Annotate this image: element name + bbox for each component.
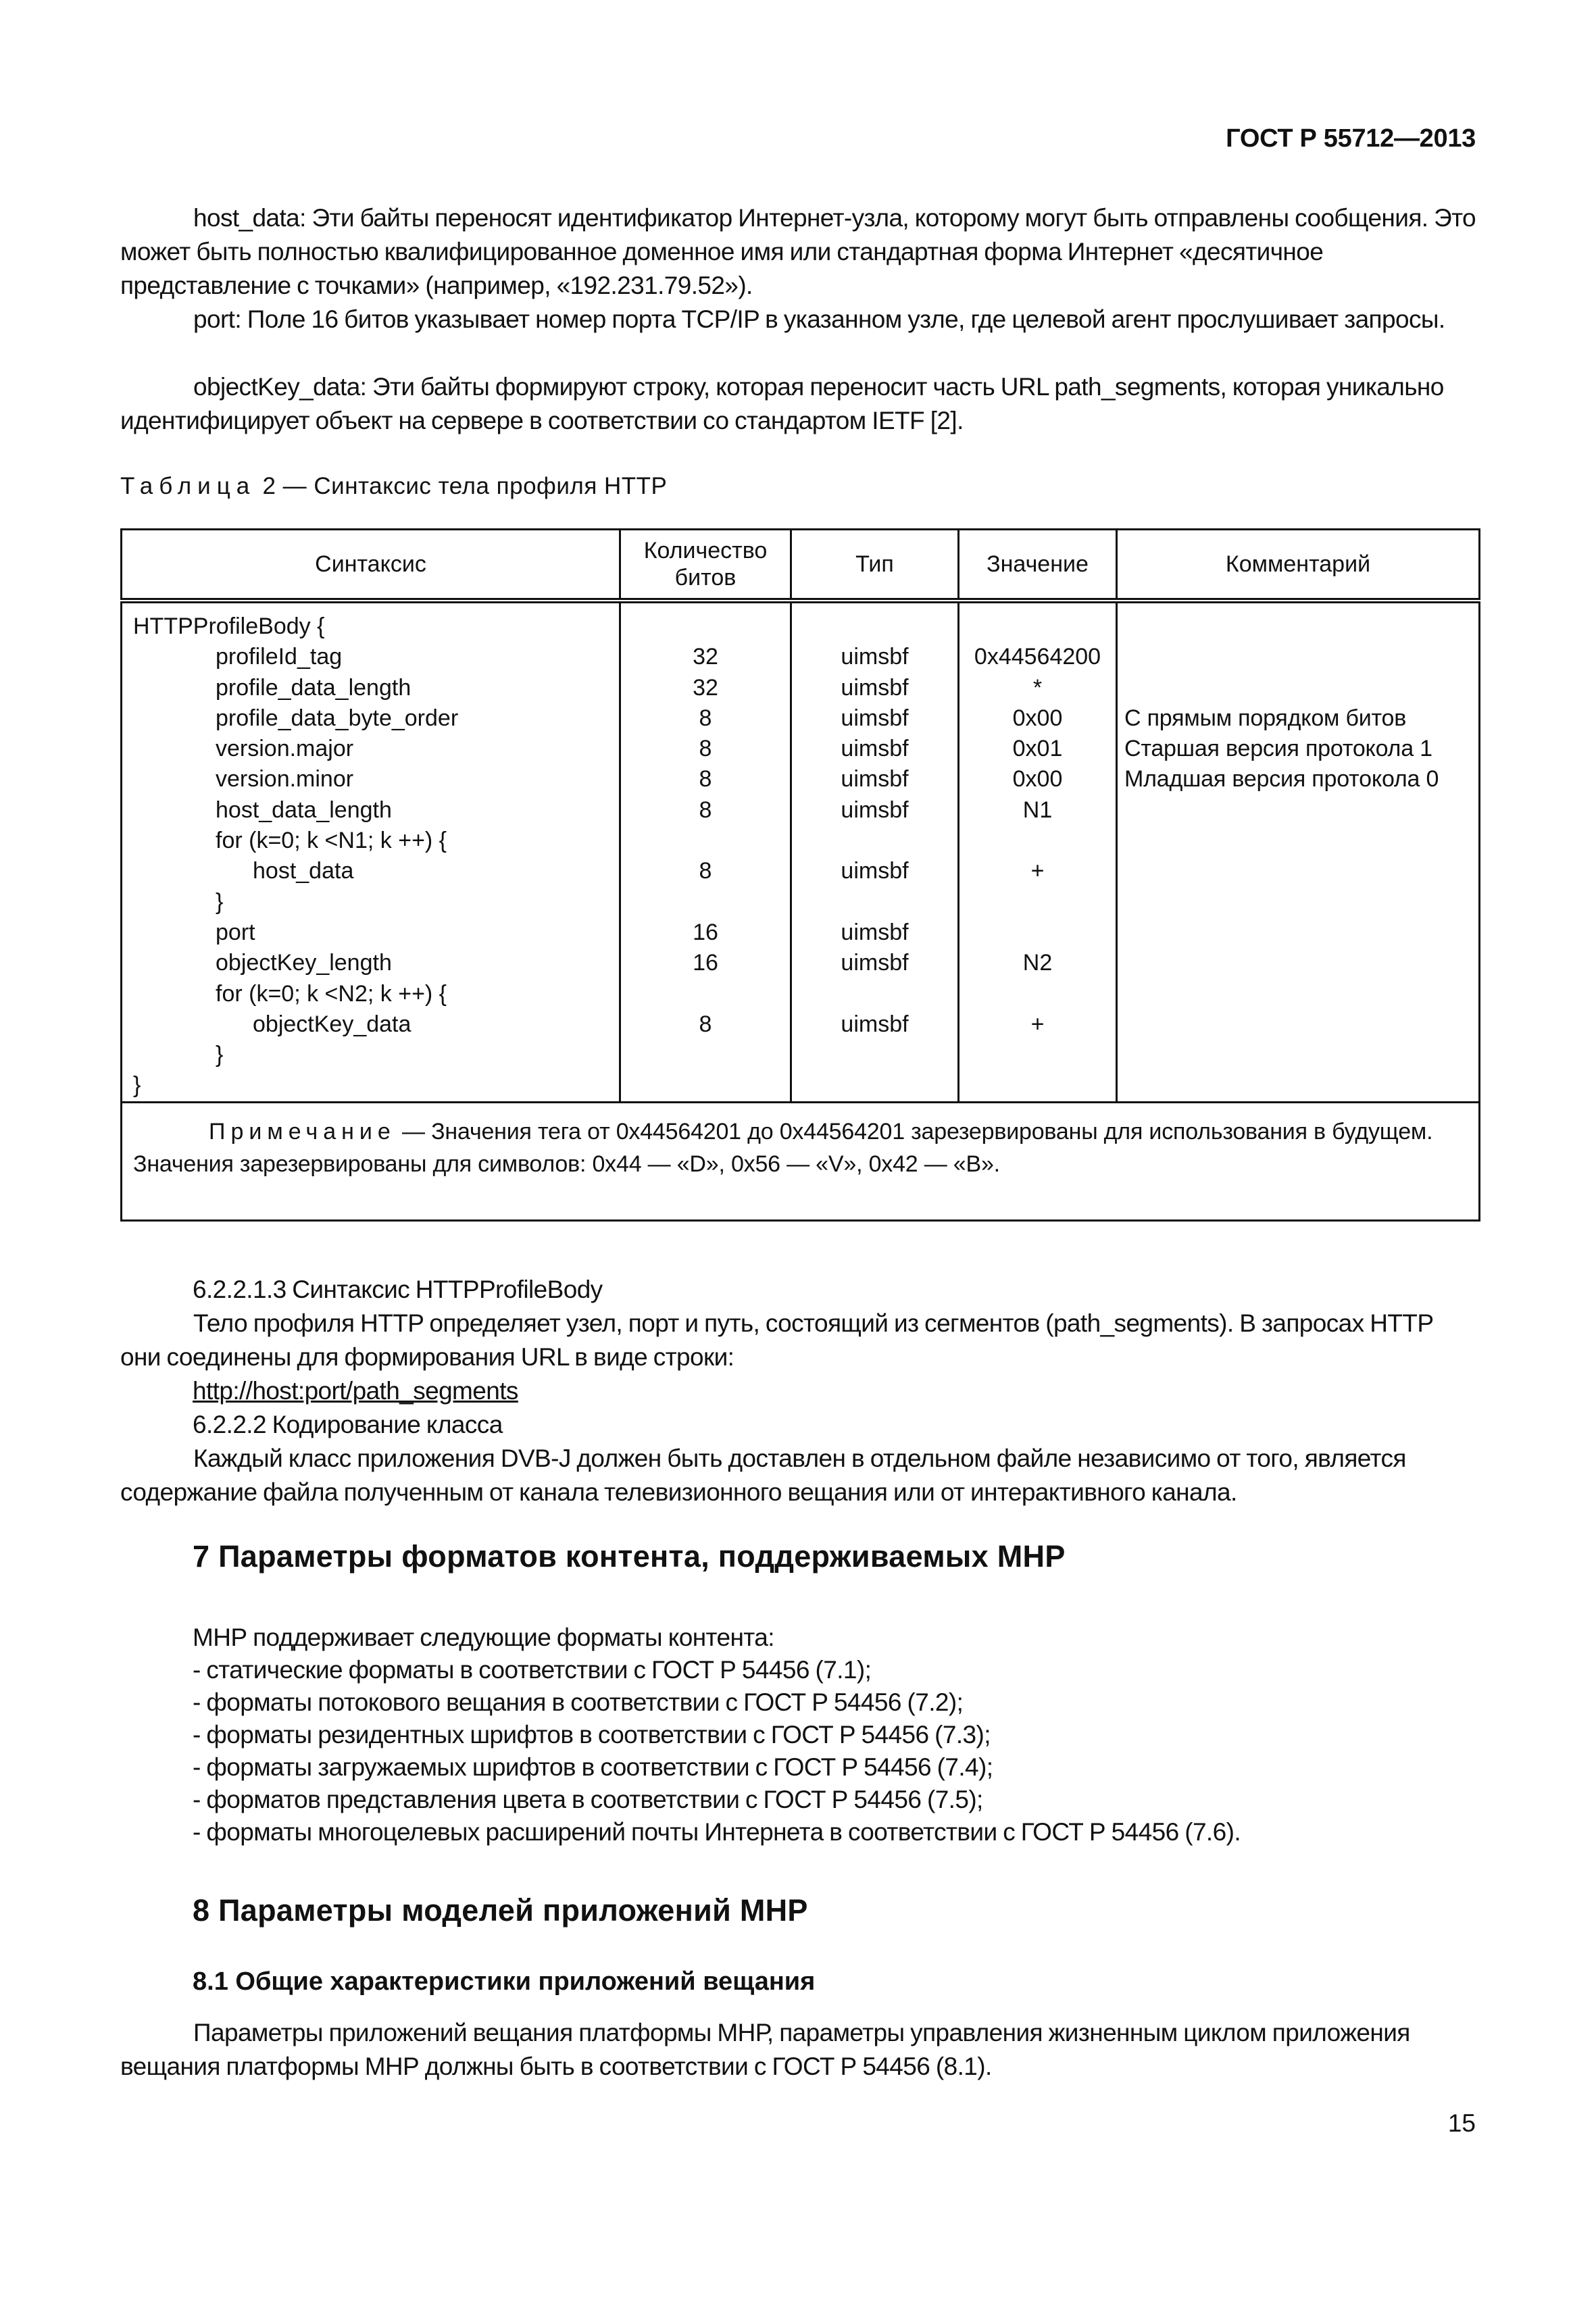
- cell-syntax: host_data: [253, 858, 354, 884]
- cell-bits: 16: [693, 950, 718, 976]
- list-item: - форматы загружаемых шрифтов в соответствии с ГОСТ Р 54456 (7.4);: [193, 1753, 993, 1781]
- section-6-2-2-2-text: Каждый класс приложения DVB-J должен быть доставлен в отдельном файле независимо от того, является содержание файла полученным от канала телевизионного вещания или от интерактивного канала.: [120, 1444, 1406, 1506]
- section-6-2-2-1-3-title: 6.2.2.1.3 Синтаксис HTTPProfileBody: [193, 1276, 603, 1303]
- cell-syntax: port: [216, 919, 255, 945]
- cell-value: [959, 1070, 1116, 1101]
- cell-syntax: }: [216, 888, 224, 915]
- section-7-lead: МНР поддерживает следующие форматы контента:: [193, 1624, 774, 1651]
- cell-type: uimsbf: [841, 858, 909, 884]
- type-column: [791, 601, 959, 1102]
- table-caption-label: Таблица: [120, 473, 256, 499]
- col-header-bits: [620, 530, 791, 601]
- cell-value: +: [1030, 858, 1045, 884]
- cell-value: N2: [1022, 950, 1053, 976]
- cell-type: [792, 1040, 957, 1070]
- section-8-1-heading: 8.1 Общие характеристики приложений вещания: [193, 1967, 816, 1996]
- cell-type: uimsbf: [841, 950, 909, 976]
- syntax-column: [122, 601, 620, 1102]
- cell-syntax: }: [216, 1042, 224, 1068]
- paragraph-host-data: host_data: Эти байты переносят идентификатор Интернет-узла, которому могут быть отправлены сообщения. Это может быть полностью квалифицированное доменное имя или стандартная форма Интернет «десятичное представление с точками» (например, «192.231.79.52»).: [120, 204, 1476, 299]
- cell-comment: [1118, 1070, 1478, 1101]
- list-item: - форматы многоцелевых расширений почты Интернета в соответствии с ГОСТ Р 54456 (7.6).: [193, 1818, 1241, 1846]
- list-item: - форматы потокового вещания в соответствии с ГОСТ Р 54456 (7.2);: [193, 1688, 964, 1716]
- cell-bits: 8: [699, 766, 712, 793]
- table-note-row: [122, 1102, 1480, 1220]
- cell-type: uimsbf: [841, 797, 909, 823]
- col-header-type: Тип: [791, 530, 959, 601]
- cell-comment: [1118, 856, 1478, 886]
- section-6-2-2-2-title: 6.2.2.2 Кодирование класса: [193, 1411, 503, 1438]
- cell-comment: [1118, 917, 1478, 948]
- col-header-bits-line2: битов: [674, 565, 737, 590]
- list-item: - форматов представления цвета в соответствии с ГОСТ Р 54456 (7.5);: [193, 1786, 983, 1813]
- cell-type: [792, 611, 957, 642]
- note-label: Примечание: [209, 1118, 396, 1145]
- cell-type: [792, 826, 957, 856]
- cell-syntax: objectKey_data: [253, 1011, 412, 1037]
- cell-syntax: for (k=0; k <N1; k ++) {: [216, 828, 447, 854]
- cell-type: [792, 887, 957, 917]
- cell-syntax: version.major: [216, 736, 354, 762]
- comment-column: [1117, 601, 1480, 1102]
- cell-bits: [621, 826, 790, 856]
- cell-comment: [1118, 979, 1478, 1009]
- col-header-syntax: Синтаксис: [122, 530, 620, 601]
- col-header-comment: Комментарий: [1117, 530, 1480, 601]
- url-example-link[interactable]: http://host:port/path_segments: [193, 1377, 518, 1405]
- cell-comment: [1118, 887, 1478, 917]
- cell-value: *: [1032, 674, 1043, 701]
- page-number: 15: [1447, 2109, 1476, 2137]
- cell-type: uimsbf: [841, 705, 909, 731]
- list-item: - статические форматы в соответствии с ГОСТ Р 54456 (7.1);: [193, 1656, 872, 1684]
- cell-bits: 8: [699, 858, 712, 884]
- cell-value: [959, 917, 1116, 948]
- list-item: - форматы резидентных шрифтов в соответствии с ГОСТ Р 54456 (7.3);: [193, 1721, 991, 1749]
- cell-syntax: profileId_tag: [216, 644, 343, 670]
- cell-type: [792, 1070, 957, 1101]
- cell-value: N1: [1022, 797, 1053, 823]
- section-7-heading: 7 Параметры форматов контента, поддерживаемых МНР: [193, 1539, 1066, 1574]
- http-profile-body-table: [120, 528, 1480, 1222]
- cell-comment: Старшая версия протокола 1: [1124, 736, 1432, 762]
- cell-value: 0x44564200: [974, 644, 1101, 670]
- cell-bits: 32: [693, 644, 718, 670]
- cell-value: 0x00: [1012, 766, 1063, 793]
- cell-comment: [1118, 1040, 1478, 1070]
- section-8-1-text: Параметры приложений вещания платформы МНР, параметры управления жизненным циклом приложения вещания платформы МНР должны быть в соответствии с ГОСТ Р 54456 (8.1).: [120, 2019, 1410, 2080]
- table-header-row: [122, 530, 1480, 601]
- cell-syntax: for (k=0; k <N2; k ++) {: [216, 980, 447, 1007]
- cell-bits: [621, 979, 790, 1009]
- table-caption-title: 2 — Синтаксис тела профиля HTTP: [255, 473, 668, 499]
- cell-value: [959, 887, 1116, 917]
- section-7-list: [193, 1621, 1241, 1848]
- cell-syntax: HTTPProfileBody {: [133, 613, 325, 639]
- cell-comment: [1118, 673, 1478, 703]
- cell-bits: 8: [699, 797, 712, 823]
- cell-value: 0x01: [1012, 736, 1063, 762]
- bits-column: [620, 601, 791, 1102]
- cell-type: uimsbf: [841, 736, 909, 762]
- cell-value: [959, 1040, 1116, 1070]
- cell-bits: [621, 1040, 790, 1070]
- table-caption: [120, 473, 667, 500]
- section-6-2-2-1-3-text: Тело профиля HTTP определяет узел, порт и путь, состоящий из сегментов (path_segments). В запросах HTTP они соединены для формирования URL в виде строки:: [120, 1309, 1433, 1371]
- cell-bits: 8: [699, 1011, 712, 1037]
- paragraph-objectkey-data: objectKey_data: Эти байты формируют строку, которая переносит часть URL path_segments, которая уникально идентифицирует объект на сервере в соответствии со стандартом IETF [2].: [120, 373, 1444, 434]
- cell-comment: [1118, 1009, 1478, 1040]
- cell-bits: 8: [699, 736, 712, 762]
- paragraph-port: port: Поле 16 битов указывает номер порта TCP/IP в указанном узле, где целевой агент прослушивает запросы.: [193, 305, 1445, 333]
- cell-type: uimsbf: [841, 919, 909, 945]
- cell-value: +: [1030, 1011, 1045, 1037]
- cell-value: 0x00: [1012, 705, 1063, 731]
- cell-type: uimsbf: [841, 1011, 909, 1037]
- cell-bits: [621, 611, 790, 642]
- table-note: [122, 1102, 1480, 1220]
- cell-bits: [621, 1070, 790, 1101]
- cell-syntax: profile_data_length: [216, 674, 412, 701]
- cell-syntax: version.minor: [216, 766, 354, 793]
- cell-value: [959, 611, 1116, 642]
- cell-comment: [1118, 611, 1478, 642]
- value-column: [959, 601, 1117, 1102]
- cell-type: [792, 979, 957, 1009]
- cell-type: uimsbf: [841, 644, 909, 670]
- document-code: ГОСТ Р 55712—2013: [1226, 124, 1476, 153]
- col-header-bits-line1: Количество: [643, 538, 768, 563]
- cell-syntax: profile_data_byte_order: [216, 705, 459, 731]
- cell-type: uimsbf: [841, 674, 909, 701]
- cell-syntax: host_data_length: [216, 797, 392, 823]
- section-8-heading: 8 Параметры моделей приложений МНР: [193, 1893, 808, 1928]
- cell-bits: 8: [699, 705, 712, 731]
- cell-syntax: }: [133, 1072, 141, 1099]
- table-body-row: [122, 601, 1480, 1102]
- cell-comment: Младшая версия протокола 0: [1124, 766, 1439, 793]
- cell-comment: [1118, 948, 1478, 978]
- cell-value: [959, 979, 1116, 1009]
- note-text: — Значения тега от 0x44564201 до 0x44564201 зарезервированы для использования в будущем. Значения зарезервированы для символов: 0x44 — «D», 0x56 — «V», 0x42 — «B».: [133, 1118, 1433, 1177]
- cell-type: uimsbf: [841, 766, 909, 793]
- col-header-value: Значение: [959, 530, 1117, 601]
- cell-bits: 16: [693, 919, 718, 945]
- cell-comment: С прямым порядком битов: [1124, 705, 1407, 731]
- cell-comment: [1118, 795, 1478, 826]
- cell-comment: [1118, 826, 1478, 856]
- cell-bits: 32: [693, 674, 718, 701]
- cell-value: [959, 826, 1116, 856]
- cell-comment: [1118, 642, 1478, 672]
- cell-bits: [621, 887, 790, 917]
- cell-syntax: objectKey_length: [216, 950, 392, 976]
